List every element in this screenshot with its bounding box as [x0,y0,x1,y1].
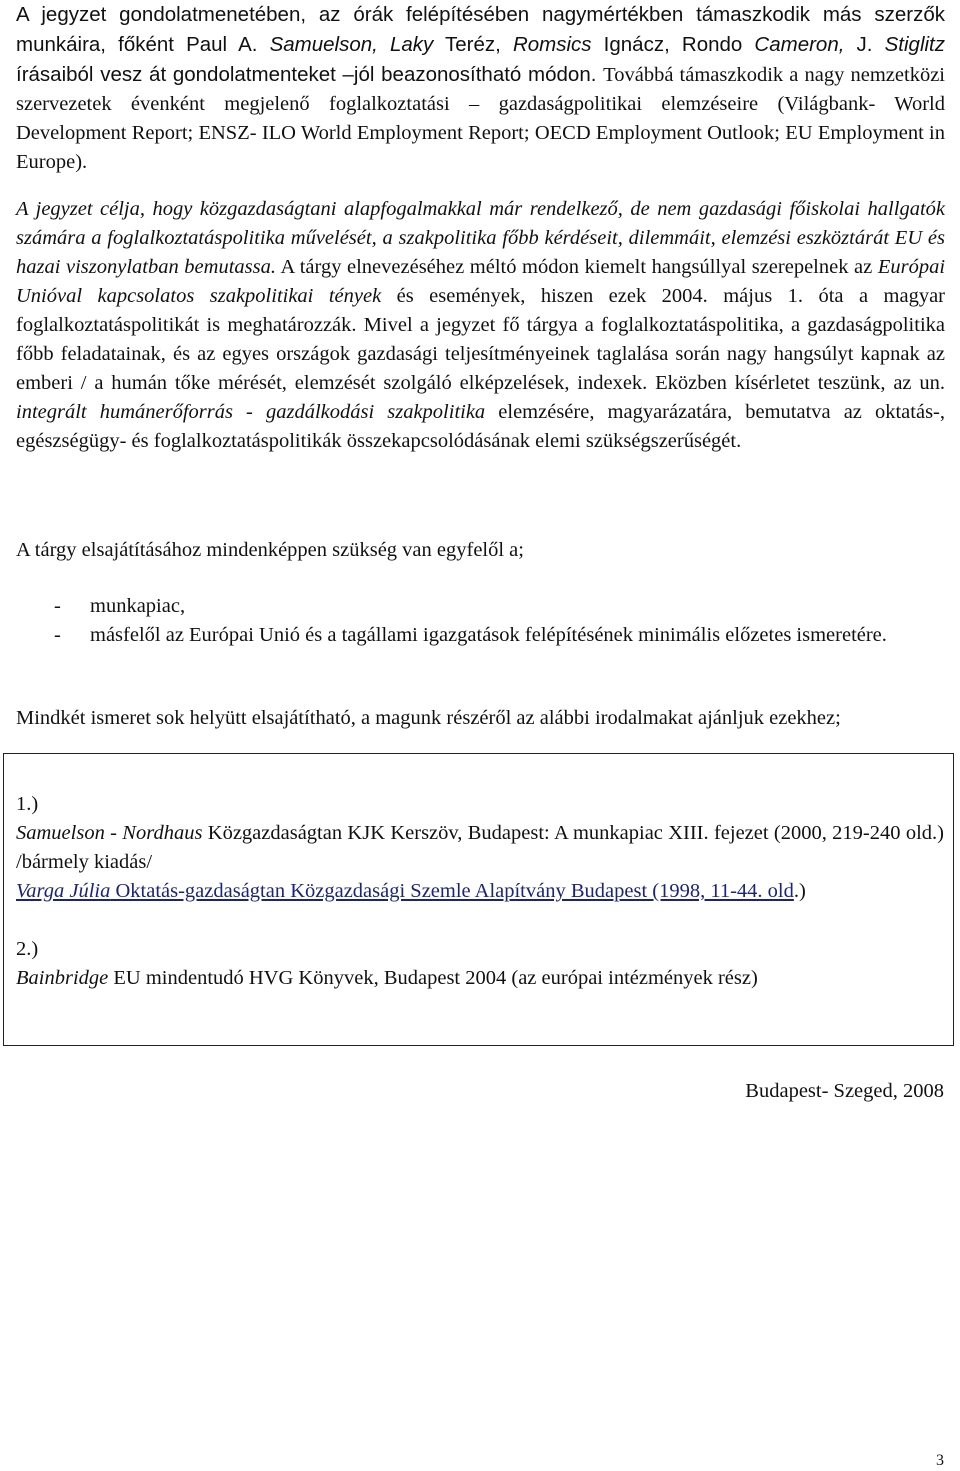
aim-paragraph [16,195,945,456]
reference-number: 2.) [16,938,39,960]
page-number: 3 [936,1452,944,1469]
text-run: Teréz, [433,33,513,56]
text-run[interactable]: Oktatás-gazdaságtan Közgazdasági Szemle Alapítvány Budapest (1998, 11-44. old [110,880,794,902]
text-run: Cameron, [754,33,845,56]
prerequisites-intro: A tárgy elsajátításához mindenképpen szükség van egyfelől a; [16,539,524,561]
text-run: Stiglitz [884,33,946,56]
text-run: integrált humánerőforrás - gazdálkodási szakpolitika [16,401,486,423]
list-item [16,621,945,650]
reference-number: 1.) [16,793,39,815]
list-item-text: másfelől az Európai Unió és a tagállami igazgatások felépítésének minimális előzetes ismeretére. [90,624,887,646]
text-run: A jegyzet gondolatmenetében, az órák felépítésében nagymértékben támaszkodik más szerzők munkáira, főként Paul A. [16,3,945,56]
prerequisites-list [16,592,945,650]
text-run: J. [844,33,885,56]
reference-entry [16,877,944,906]
text-run: Közgazdaságtan KJK Kerszöv, Budapest: A munkapiac XIII. fejezet (2000, 219-240 old.) /bármely kiadás/ [16,822,944,873]
list-item-text: munkapiac, [90,595,186,617]
text-run: elemzésére, magyarázatára, bemutatva az oktatás-, egészségügy- és foglalkoztatáspolitikák összekapcsolódásának elemi szükségszerűségét. [16,401,946,452]
intro-paragraph [16,0,945,177]
list-item [16,592,945,621]
text-run: Ignácz, Rondo [591,33,755,56]
reference-entry [16,819,944,877]
reference-gap [16,906,944,935]
text-run: és események, hiszen ezek 2004. május 1. óta a magyar foglalkoztatáspolitikát is meghatározzák. Mivel a jegyzet fő tárgya a foglalkoztatáspolitika, a gazdaságpolitika főbb feladatainak, és az egyes országok gazdasági teljesítményeinek taglalása során nagy hangsúlyt kapnak az emberi / a humán tőke mérését, elemzését szolgáló elképzelések, indexek. Eközben kísérletet teszünk, az un. [16,285,946,394]
text-run: Romsics [512,33,592,56]
list-dash: - [54,624,61,646]
text-run: A jegyzet célja, hogy közgazdaságtani alapfogalmakkal már rendelkező, de nem gazdasági főiskolai hallgatók számára a foglalkoztatáspolitika művelését, a szakpolitika főbb kérdéseit, dilemmáit, elemzési eszköztárát EU és hazai viszonylatban bemutassa. [16,198,945,278]
recommendation-paragraph: Mindkét ismeret sok helyütt elsajátítható, a magunk részéről az alábbi irodalmakat ajánljuk ezekhez; [16,707,841,729]
reference-entry [16,964,944,993]
text-run[interactable]: Varga Júlia [16,880,111,902]
text-run: Samuelson - Nordhaus [16,822,203,844]
list-dash: - [54,595,61,617]
references-list [16,790,944,993]
text-run: EU mindentudó HVG Könyvek, Budapest 2004 (az európai intézmények rész) [108,967,758,989]
text-run: .) [793,880,806,902]
text-run: A tárgy elnevezéséhez méltó módon kiemelt hangsúllyal szerepelnek az [276,256,878,278]
place-date: Budapest- Szeged, 2008 [745,1080,944,1102]
text-run: írásaiból vesz át gondolatmenteket –jól beazonosítható módon. [16,63,604,86]
text-run: Bainbridge [16,967,109,989]
text-run: Továbbá támaszkodik a nagy nemzetközi szervezetek évenként megjelenő foglalkoztatási – gazdaságpolitikai elemzéseire (Világbank- World Development Report; ENSZ- ILO World Employment Report; OECD Employment Outlook; EU Employment in Europe). [16,64,945,173]
text-run: Samuelson, Laky [269,33,434,56]
text-run: Európai Unióval kapcsolatos szakpolitikai tények [16,256,946,307]
references-box [3,753,954,1046]
